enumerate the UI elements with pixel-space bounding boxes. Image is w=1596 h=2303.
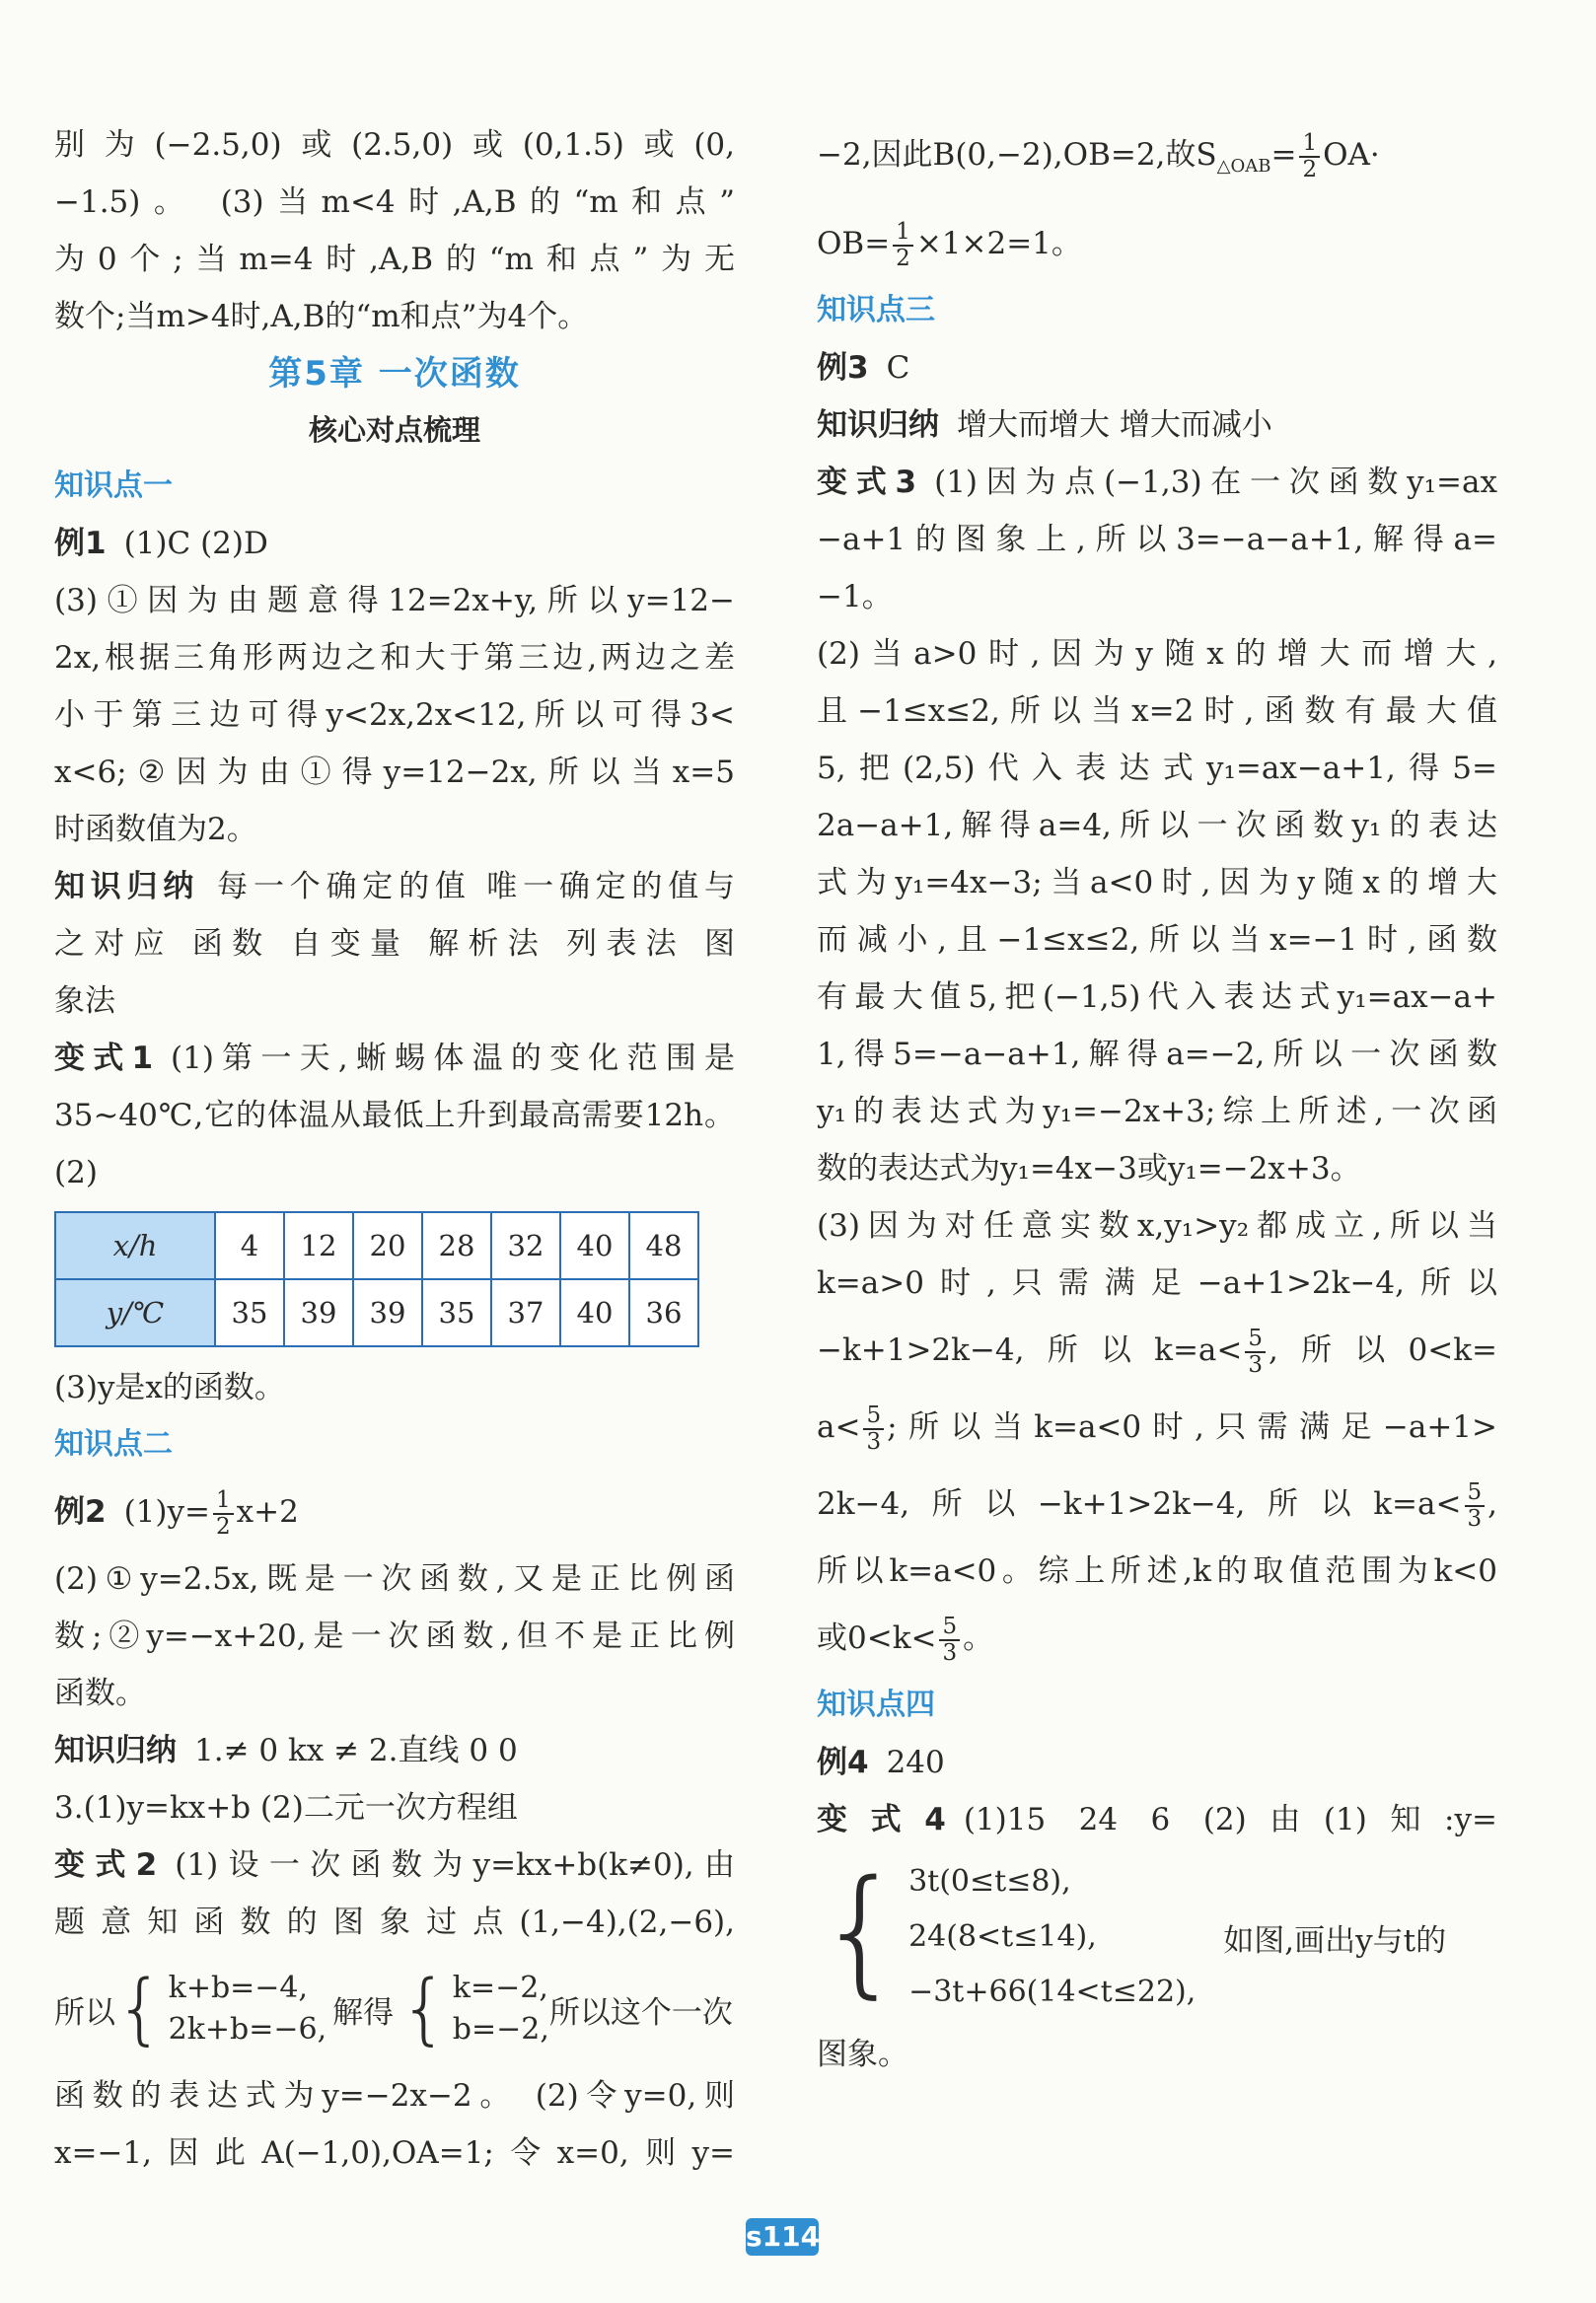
equation-rows [453, 1968, 549, 2051]
text-line: −a+1的图象上,所以3=−a−a+1,解得a= [817, 522, 1497, 558]
fraction-numerator: 5 [939, 1615, 960, 1641]
equation: k=−2, [452, 1971, 548, 2005]
left-column [54, 116, 735, 2182]
page-number: s114 [746, 2218, 819, 2256]
knowledge-point-heading: 知识点二 [54, 1427, 173, 1462]
fraction-numerator: 5 [1245, 1327, 1266, 1353]
text-line: y₁的表达式为y₁=−2x+3;综上所述,一次函 [817, 1094, 1497, 1130]
knowledge-point-heading: 知识点一 [54, 468, 173, 503]
formula-line [817, 1389, 1497, 1466]
text-line: 2x,根据三角形两边之和大于第三边,两边之差 [54, 640, 735, 676]
variant-label: 变式1 [54, 1041, 154, 1076]
example-line [54, 515, 735, 572]
table-row [55, 1212, 698, 1279]
left-brace-icon: { [399, 1965, 449, 2053]
text-line: x=−1,因此A(−1,0),OA=1;令x=0,则y= [54, 2135, 735, 2171]
fraction [939, 1615, 960, 1666]
text-line: (3)①因为由题意得12=2x+y,所以y=12− [54, 583, 735, 618]
text-line: 而减小,且−1≤x≤2,所以当x=−1时,函数 [817, 922, 1497, 959]
text-line: 题意知函数的图象过点(1,−4),(2,−6), [54, 1905, 735, 1940]
text-line: (2)①y=2.5x,既是一次函数,又是正比例函 [54, 1561, 735, 1597]
summary-label: 知识归纳 [54, 869, 200, 904]
variant-line [54, 1836, 735, 1894]
table-cell: 35 [215, 1279, 284, 1346]
example-line [817, 339, 1497, 396]
fraction-numerator: 1 [1299, 131, 1320, 158]
formula-text: 或0<k< [817, 1620, 937, 1657]
summary-text: 增大而增大 增大而减小 [957, 407, 1272, 444]
formula-line [817, 1466, 1497, 1543]
table-cell: 12 [284, 1212, 353, 1279]
variant-text: (1)第一天,蜥蜴体温的变化范围是 [171, 1041, 735, 1076]
left-brace-icon: { [115, 1965, 165, 2053]
summary-line [54, 1722, 735, 1779]
text-line: 象法 [54, 983, 115, 1019]
formula-text: 2k−4,所以−k+1>2k−4,所以k=a< [817, 1486, 1462, 1523]
fraction [1465, 1480, 1486, 1532]
fraction-denominator: 3 [1467, 1505, 1483, 1532]
text-line: 5,把(2,5)代入表达式y₁=ax−a+1,得5= [817, 751, 1497, 787]
fraction [1299, 131, 1320, 182]
example-line [817, 1734, 1497, 1791]
variant-label: 变式2 [54, 1847, 158, 1883]
summary-line [817, 396, 1497, 454]
text-line: 为0个;当m=4时,A,B的“m和点”为无 [54, 242, 735, 277]
formula-text: , [1487, 1486, 1497, 1523]
formula-text: OA· [1323, 137, 1380, 173]
formula-text: x+2 [236, 1494, 299, 1530]
text-line: k=a>0时,只需满足−a+1>2k−4,所以 [817, 1265, 1497, 1302]
text-line: 有最大值5,把(−1,5)代入表达式y₁=ax−a+ [817, 979, 1497, 1016]
text-line: 时函数值为2。 [54, 812, 257, 847]
table-cell: 39 [284, 1279, 353, 1346]
equation-system-line [54, 1951, 735, 2067]
formula-text: ×1×2=1。 [915, 226, 1082, 262]
fraction [213, 1488, 234, 1540]
example-label: 例3 [817, 350, 869, 387]
variant-text: (1)设一次函数为y=kx+b(k≠0),由 [175, 1847, 736, 1883]
piecewise-rows [908, 1854, 1196, 2020]
piecewise-row: 3t(0≤t≤8), [908, 1864, 1071, 1900]
table-header-x: x/h [55, 1212, 215, 1279]
variant-line [817, 454, 1497, 511]
fraction [893, 220, 913, 271]
summary-line [54, 858, 735, 915]
table-cell: 37 [491, 1279, 560, 1346]
formula-text: OB= [817, 226, 891, 262]
text-line: 别为(−2.5,0)或(2.5,0)或(0,1.5)或(0, [54, 127, 735, 163]
formula-text: ,所以0<k= [1269, 1332, 1497, 1369]
text-line: 之对应 函数 自变量 解析法 列表法 图 [54, 926, 735, 962]
chapter-title: 第5章 一次函数 [268, 354, 521, 394]
text-line: 图象。 [817, 2037, 908, 2073]
text-line: 数;②y=−x+20,是一次函数,但不是正比例 [54, 1619, 735, 1654]
table-cell: 40 [560, 1279, 629, 1346]
text-line: (3)y是x的函数。 [54, 1370, 285, 1405]
text-span: 解得 [332, 1994, 395, 2031]
summary-text: 每一个确定的值 唯一确定的值与 [217, 869, 736, 904]
fraction-numerator: 1 [213, 1488, 234, 1515]
fraction-denominator: 2 [1302, 156, 1318, 182]
example-label: 例4 [817, 1745, 869, 1781]
text-line: (3)因为对任意实数x,y₁>y₂都成立,所以当 [817, 1208, 1497, 1245]
text-span: 所以这个一次 [548, 1994, 733, 2031]
table-cell: 36 [629, 1279, 698, 1346]
text-line: (2) [54, 1155, 98, 1190]
formula-text: a< [817, 1409, 861, 1446]
summary-label: 知识归纳 [54, 1733, 177, 1768]
variant-label: 变式3 [817, 465, 917, 501]
knowledge-point-heading: 知识点四 [817, 1688, 935, 1723]
fraction-denominator: 3 [1248, 1351, 1264, 1378]
fraction-numerator: 5 [1465, 1480, 1486, 1507]
formula-line [817, 1312, 1497, 1389]
equation: k+b=−4, [168, 1971, 309, 2005]
variant-line [54, 1030, 735, 1087]
text-line: 函数。 [54, 1676, 146, 1711]
table-cell: 40 [560, 1212, 629, 1279]
example-label: 例1 [54, 526, 107, 561]
variant-text: (1)因为点(−1,3)在一次函数y₁=ax [934, 465, 1497, 501]
text-span: 如图,画出y与t的 [1223, 1922, 1447, 1959]
example-text: 240 [886, 1745, 945, 1781]
subscript: △OAB [1216, 156, 1271, 178]
fraction-numerator: 5 [863, 1403, 884, 1430]
knowledge-point-heading: 知识点三 [817, 293, 935, 328]
variant-text: (1)15 24 6 (2)由(1)知:y= [963, 1802, 1497, 1838]
formula-text: = [1270, 137, 1297, 173]
table-cell: 32 [491, 1212, 560, 1279]
text-line: 小于第三边可得y<2x,2x<12,所以可得3< [54, 697, 735, 733]
text-line: 3.(1)y=kx+b (2)二元一次方程组 [54, 1790, 518, 1826]
left-brace-icon: { [817, 1851, 906, 2013]
fraction-denominator: 2 [896, 245, 910, 271]
formula-text: ;所以当k=a<0时,只需满足−a+1> [887, 1409, 1497, 1446]
right-column [817, 116, 1497, 2083]
text-line: 函数的表达式为y=−2x−2。 (2)令y=0,则 [54, 2078, 735, 2114]
table-cell: 39 [353, 1279, 422, 1346]
variant-line [817, 1791, 1497, 1848]
table-header-y: y/℃ [55, 1279, 215, 1346]
table-row [55, 1279, 698, 1346]
fraction-numerator: 1 [893, 220, 913, 247]
formula-text: −k+1>2k−4,所以k=a< [817, 1332, 1243, 1369]
temperature-table [54, 1211, 699, 1347]
example-label: 例2 [54, 1494, 107, 1530]
table-cell: 48 [629, 1212, 698, 1279]
equation-rows [169, 1968, 327, 2051]
fraction-denominator: 3 [942, 1639, 958, 1666]
equation-system [399, 1965, 549, 2053]
fraction [863, 1403, 884, 1455]
table-cell: 4 [215, 1212, 284, 1279]
piecewise-row: 24(8<t≤14), [908, 1919, 1097, 1955]
text-line: 所以k=a<0。综上所述,k的取值范围为k<0 [817, 1553, 1497, 1590]
formula-text: 。 [963, 1620, 994, 1657]
variant-label: 变式4 [817, 1802, 946, 1838]
text-span: 所以 [54, 1994, 115, 2031]
text-line: 1,得5=−a−a+1,解得a=−2,所以一次函数 [817, 1037, 1497, 1073]
table-cell: 20 [353, 1212, 422, 1279]
text-line: x<6;②因为由①得y=12−2x,所以当x=5 [54, 755, 735, 790]
text-line: (2)当a>0时,因为y随x的增大而增大, [817, 636, 1497, 673]
formula-text: −2,因此B(0,−2),OB=2,故S [817, 137, 1217, 173]
example-line [54, 1474, 735, 1550]
equation: 2k+b=−6, [168, 2012, 327, 2047]
fraction-denominator: 3 [866, 1428, 882, 1455]
formula-line [817, 116, 1497, 205]
text-line: 数个;当m>4时,A,B的“m和点”为4个。 [54, 299, 589, 334]
piecewise-function [817, 1848, 1497, 2026]
example-text: C [886, 350, 910, 387]
text-line: 且−1≤x≤2,所以当x=2时,函数有最大值 [817, 693, 1497, 730]
example-text: (1)C (2)D [123, 526, 268, 561]
equation: b=−2, [452, 2012, 549, 2047]
text-line: 数的表达式为y₁=4x−3或y₁=−2x+3。 [817, 1151, 1361, 1187]
text-line: −1。 [817, 579, 893, 615]
table-cell: 28 [422, 1212, 491, 1279]
text-line: −1.5)。 (3)当m<4时,A,B的“m和点” [54, 184, 735, 220]
text-line: 35~40℃,它的体温从最低上升到最高需要12h。 [54, 1098, 735, 1133]
text-line: 2a−a+1,解得a=4,所以一次函数y₁的表达 [817, 808, 1497, 844]
summary-text: 1.≠ 0 kx ≠ 2.直线 0 0 [194, 1733, 518, 1768]
table-cell: 35 [422, 1279, 491, 1346]
piecewise-row: −3t+66(14<t≤22), [908, 1975, 1197, 2010]
equation-system [115, 1965, 327, 2053]
section-subtitle: 核心对点梳理 [308, 413, 480, 447]
fraction-denominator: 2 [215, 1513, 231, 1540]
fraction [1245, 1327, 1266, 1378]
formula-text: (1)y= [123, 1494, 210, 1530]
formula-line [817, 205, 1497, 282]
formula-line [817, 1600, 1497, 1677]
text-line: 式为y₁=4x−3;当a<0时,因为y随x的增大 [817, 865, 1497, 901]
summary-label: 知识归纳 [817, 407, 939, 444]
